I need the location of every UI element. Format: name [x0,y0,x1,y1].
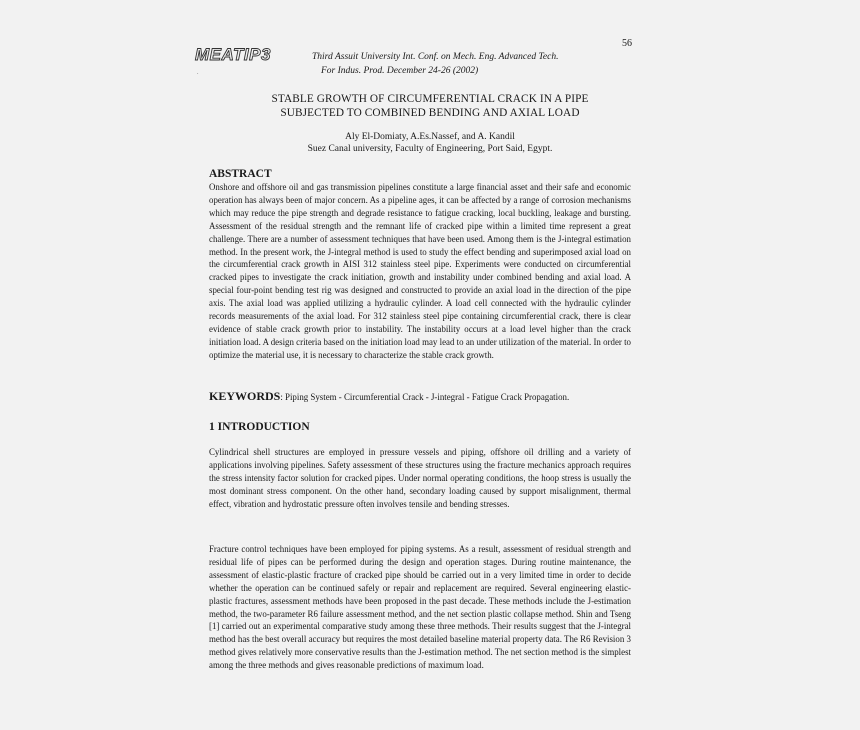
abstract-text: Onshore and offshore oil and gas transmission pipelines constitute a large financial asset and their safe and economic operation has always been of major concern. As a pipeline ages, it can be affected by a range of corrosion mechanisms which may reduce the pipe strength and degrade resistance to fatigue cracking, local buckling, leakage and bursting. Assessment of the residual strength and the remnant life of cracked pipe within a limited time represent a great challenge. There are a number of assessment techniques that have been used. Among them is the J-integral estimation method. In the present work, the J-integral method is used to study the effect bending and superimposed axial load on the circumferential crack growth in AISI 312 stainless steel pipe. Experiments were conducted on circumferential cracked pipes to investigate the crack initiation, growth and instability under combined bending and axial load. A special four-point bending test rig was designed and constructed to provide an axial load in the direction of the pipe axis. The axial load was applied utilizing a hydraulic cylinder. A load cell connected with the hydraulic cylinder records measurements of the axial load. For 312 stainless steel pipe containing circumferential crack, there is clear evidence of stable crack growth prior to instability. The instability occurs at a load level higher than the crack initiation load. A design criteria based on the initiation load may lead to an under utilization of the material. In order to optimize the material use, it is necessary to characterize the stable crack growth. [209,182,631,360]
affiliation: Suez Canal university, Faculty of Engineering, Port Said, Egypt. [307,144,553,154]
conference-line-2: For Indus. Prod. December 24-26 (2002) [321,66,479,76]
conference-line-1: Third Assuit University Int. Conf. on Mech. Eng. Advanced Tech. [312,52,559,62]
title-line-2: SUBJECTED TO COMBINED BENDING AND AXIAL LOAD [280,107,580,119]
introduction-paragraph-2: Fracture control techniques have been employed for piping systems. As a result, assessment of residual strength and residual life of pipes can be performed during the design and operation stages. During routine maintenance, the assessment of elastic-plastic fracture of cracked pipe should be carried out in a very limited time in order to decide whether the operation can be continued safely or repair and replacement are required. Several engineering elastic-plastic fractures, assessment methods have been proposed in the past decade. These methods include the J-estimation method, the two-parameter R6 failure assessment method, and the net section plastic collapse method. Shin and Tseng [1] carried out an experimental comparative study among these three methods. Their results suggest that the J-integral method has the best overall accuracy but requires the most detailed baseline material property data. The R6 Revision 3 method gives relatively more conservative results than the J-estimation method. The net section method is the simplest among the three methods and gives reasonable predictions of maximum load. [209,544,631,671]
paper-title [200,92,660,120]
logo-mark: . [197,70,199,76]
introduction-paragraph-1: Cylindrical shell structures are employed in pressure vessels and piping, offshore oil drilling and a variety of applications involving pipelines. Safety assessment of these structures using the fracture mechanics approach requires the stress intensity factor solution for cracked pipes. Under normal operating conditions, the hoop stress is usually the most dominant stress component. On the other hand, secondary loading caused by support misalignment, thermal effect, vibration and hydrostatic pressure often involves tensile and bending stresses. [209,447,631,509]
keywords-label: KEYWORDS [209,389,281,403]
abstract-heading: ABSTRACT [209,168,272,180]
page-number: 56 [622,38,632,49]
authors: Aly El-Domiaty, A.Es.Nassef, and A. Kandil [345,132,515,142]
conference-info [312,50,612,78]
keywords-text: : Piping System - Circumferential Crack - J-integral - Fatigue Crack Propagation. [280,392,570,402]
keywords [209,389,639,404]
introduction-heading: 1 INTRODUCTION [209,421,310,433]
title-line-1: STABLE GROWTH OF CIRCUMFERENTIAL CRACK IN A PIPE [271,93,589,105]
author-block [200,131,660,155]
conference-logo: MEATIP3 [195,45,271,64]
